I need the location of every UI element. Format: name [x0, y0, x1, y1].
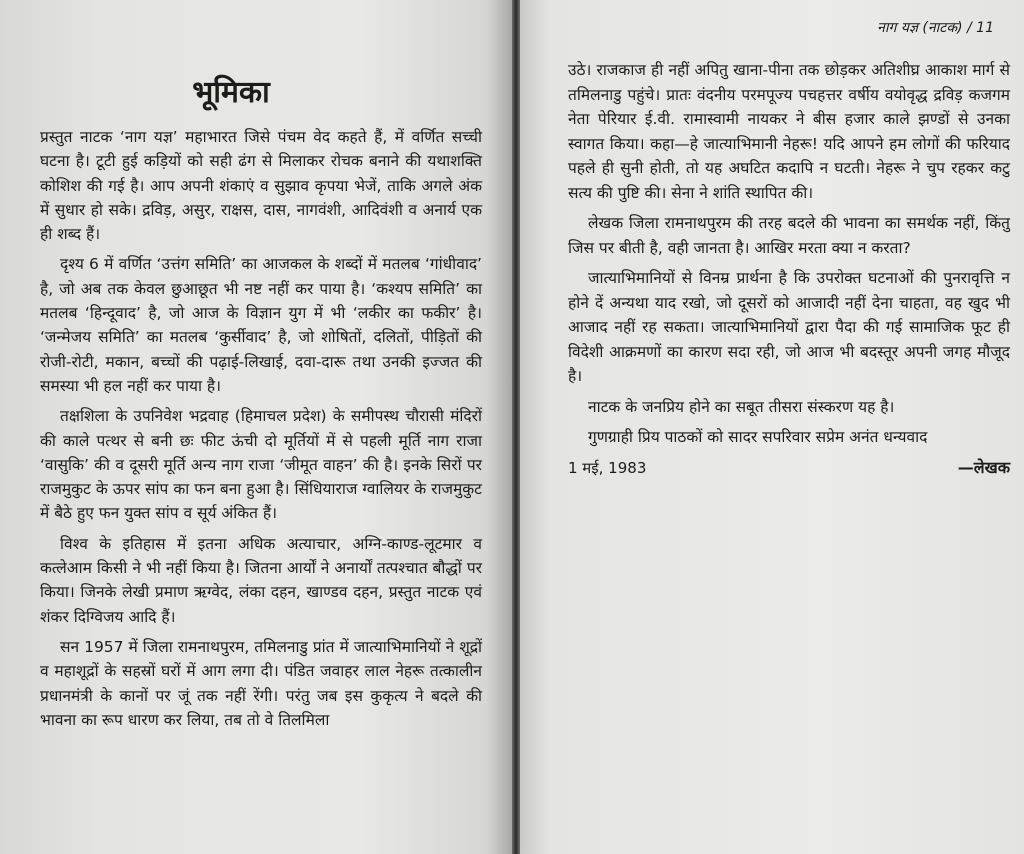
paragraph: विश्व के इतिहास में इतना अधिक अत्याचार, अग्नि-काण्ड-लूटमार व कत्लेआम किसी ने भी नहीं किया है। जितना आर्यों ने अनार्यों तत्पश्चात बौद्धों पर किया। जिनके लेखी प्रमाण ऋग्वेद, लंका दहन, खाण्डव दहन, प्रस्तुत नाटक एवं शंकर दिग्विजय आदि हैं। [40, 534, 482, 626]
paragraph: सन 1957 में जिला रामनाथपुरम, तमिलनाडु प्रांत में जात्याभिमानियों ने शूद्रों व महाशूद्रों के सहस्रों घरों में आग लगा दी। पंडित जवाहर लाल नेहरू तत्कालीन प्रधानमंत्री के कानों पर जूं तक नहीं रेंगी। परंतु जब इस कुकृत्य ने बदले की भावना का रूप धारण कर लिया, तब तो वे तिलमिला [40, 637, 482, 729]
paragraph: तक्षशिला के उपनिवेश भद्रवाह (हिमाचल प्रदेश) के समीपस्थ चौरासी मंदिरों की काले पत्थर से बनी छः फीट ऊंची दो मूर्तियों में से पहली मूर्ति नाग राजा ‘वासुकि’ की व दूसरी मूर्ति अन्य नाग राजा ‘जीमूत वाहन’ की है। इनके सिरों पर राजमुकुट के ऊपर सांप का फन बना हुआ है। सिंधियाराज ग्वालियर के राजमुकुट में बैठे हुए फन युक्त सांप व सूर्य अंकित हैं। [40, 407, 482, 523]
author-signature: —लेखक [957, 457, 1010, 477]
signature-row [568, 456, 1010, 478]
paragraph: लेखक जिला रामनाथपुरम की तरह बदले की भावना का समर्थक नहीं, किंतु जिस पर बीती है, वही जानता है। आखिर मरता क्या न करता? [568, 214, 1010, 257]
book-gutter [512, 0, 520, 854]
paragraph: जात्याभिमानियों से विनम्र प्रार्थना है कि उपरोक्त घटनाओं की पुनरावृत्ति न होने दें अन्यथा याद रखो, जो दूसरों को आजादी नहीं देना चाहता, वह खुद भी आजाद नहीं रह सकता। जात्याभिमानियों द्वारा पैदा की गई सामाजिक फूट ही विदेशी आक्रमणों का कारण सदा रही, जो आज भी बदस्तूर अपनी जगह मौजूद है। [568, 269, 1010, 385]
running-header: नाग यज्ञ (नाटक) / 11 [877, 20, 994, 36]
paragraph: नाटक के जनप्रिय होने का सबूत तीसरा संस्करण यह है। [588, 397, 895, 416]
paragraph: गुणग्राही प्रिय पाठकों को सादर सपरिवार सप्रेम अनंत धन्यवाद [588, 428, 928, 446]
paragraph: दृश्य 6 में वर्णित ‘उत्तंग समिति’ का आजकल के शब्दों में मतलब ‘गांधीवाद’ है, जो अब तक केवल छुआछूत भी नष्ट नहीं कर पाया है। ‘कश्यप समिति’ का मतलब ‘हिन्दूवाद’ है, जो आज के विज्ञान युग में भी ‘लकीर का फकीर’ है। ‘जन्मेजय समिति’ का मतलब ‘कुर्सीवाद’ है, जो शोषितों, दलितों, पीड़ितों की रोजी-रोटी, मकान, बच्चों की पढ़ाई-लिखाई, दवा-दारू तथा उनकी इज्जत की समस्या भी हल नहीं कर पाया है। [40, 255, 482, 395]
right-page [520, 0, 1024, 854]
paragraph: उठे। राजकाज ही नहीं अपितु खाना-पीना तक छोड़कर अतिशीघ्र आकाश मार्ग से तमिलनाडु पहुंचे। प्रातः वंदनीय परमपूज्य पचहत्तर वर्षीय वयोवृद्ध द्रविड़ कजगम नेता पेरियार ई.वी. रामास्वामी नायकर ने बीस हजार काले झण्डों से उनका स्वागत किया। कहा—हे जात्याभिमानी नेहरू! यदि आपने हम लोगों की फरियाद पहले ही सुनी होती, तो यह अघटित कदापि न घटती। नेहरू ने चुप रहकर कटु सत्य की पुष्टि की। सेना ने शांति स्थापित की। [568, 61, 1010, 202]
page-title: भूमिका [192, 75, 270, 110]
paragraph: प्रस्तुत नाटक ‘नाग यज्ञ’ महाभारत जिसे पंचम वेद कहते हैं, में वर्णित सच्ची घटना है। टूटी हुई कड़ियों को सही ढंग से मिलाकर रोचक बनाने की यथाशक्ति कोशिश की गई है। आप अपनी शंकाएं व सुझाव कृपया भेजें, ताकि अगले अंक में सुधार हो सके। द्रविड़, असुर, राक्षस, दास, नागवंशी, आदिवंशी व अनार्य एक ही शब्द हैं। [40, 128, 482, 244]
date-line: 1 मई, 1983 [568, 458, 647, 477]
